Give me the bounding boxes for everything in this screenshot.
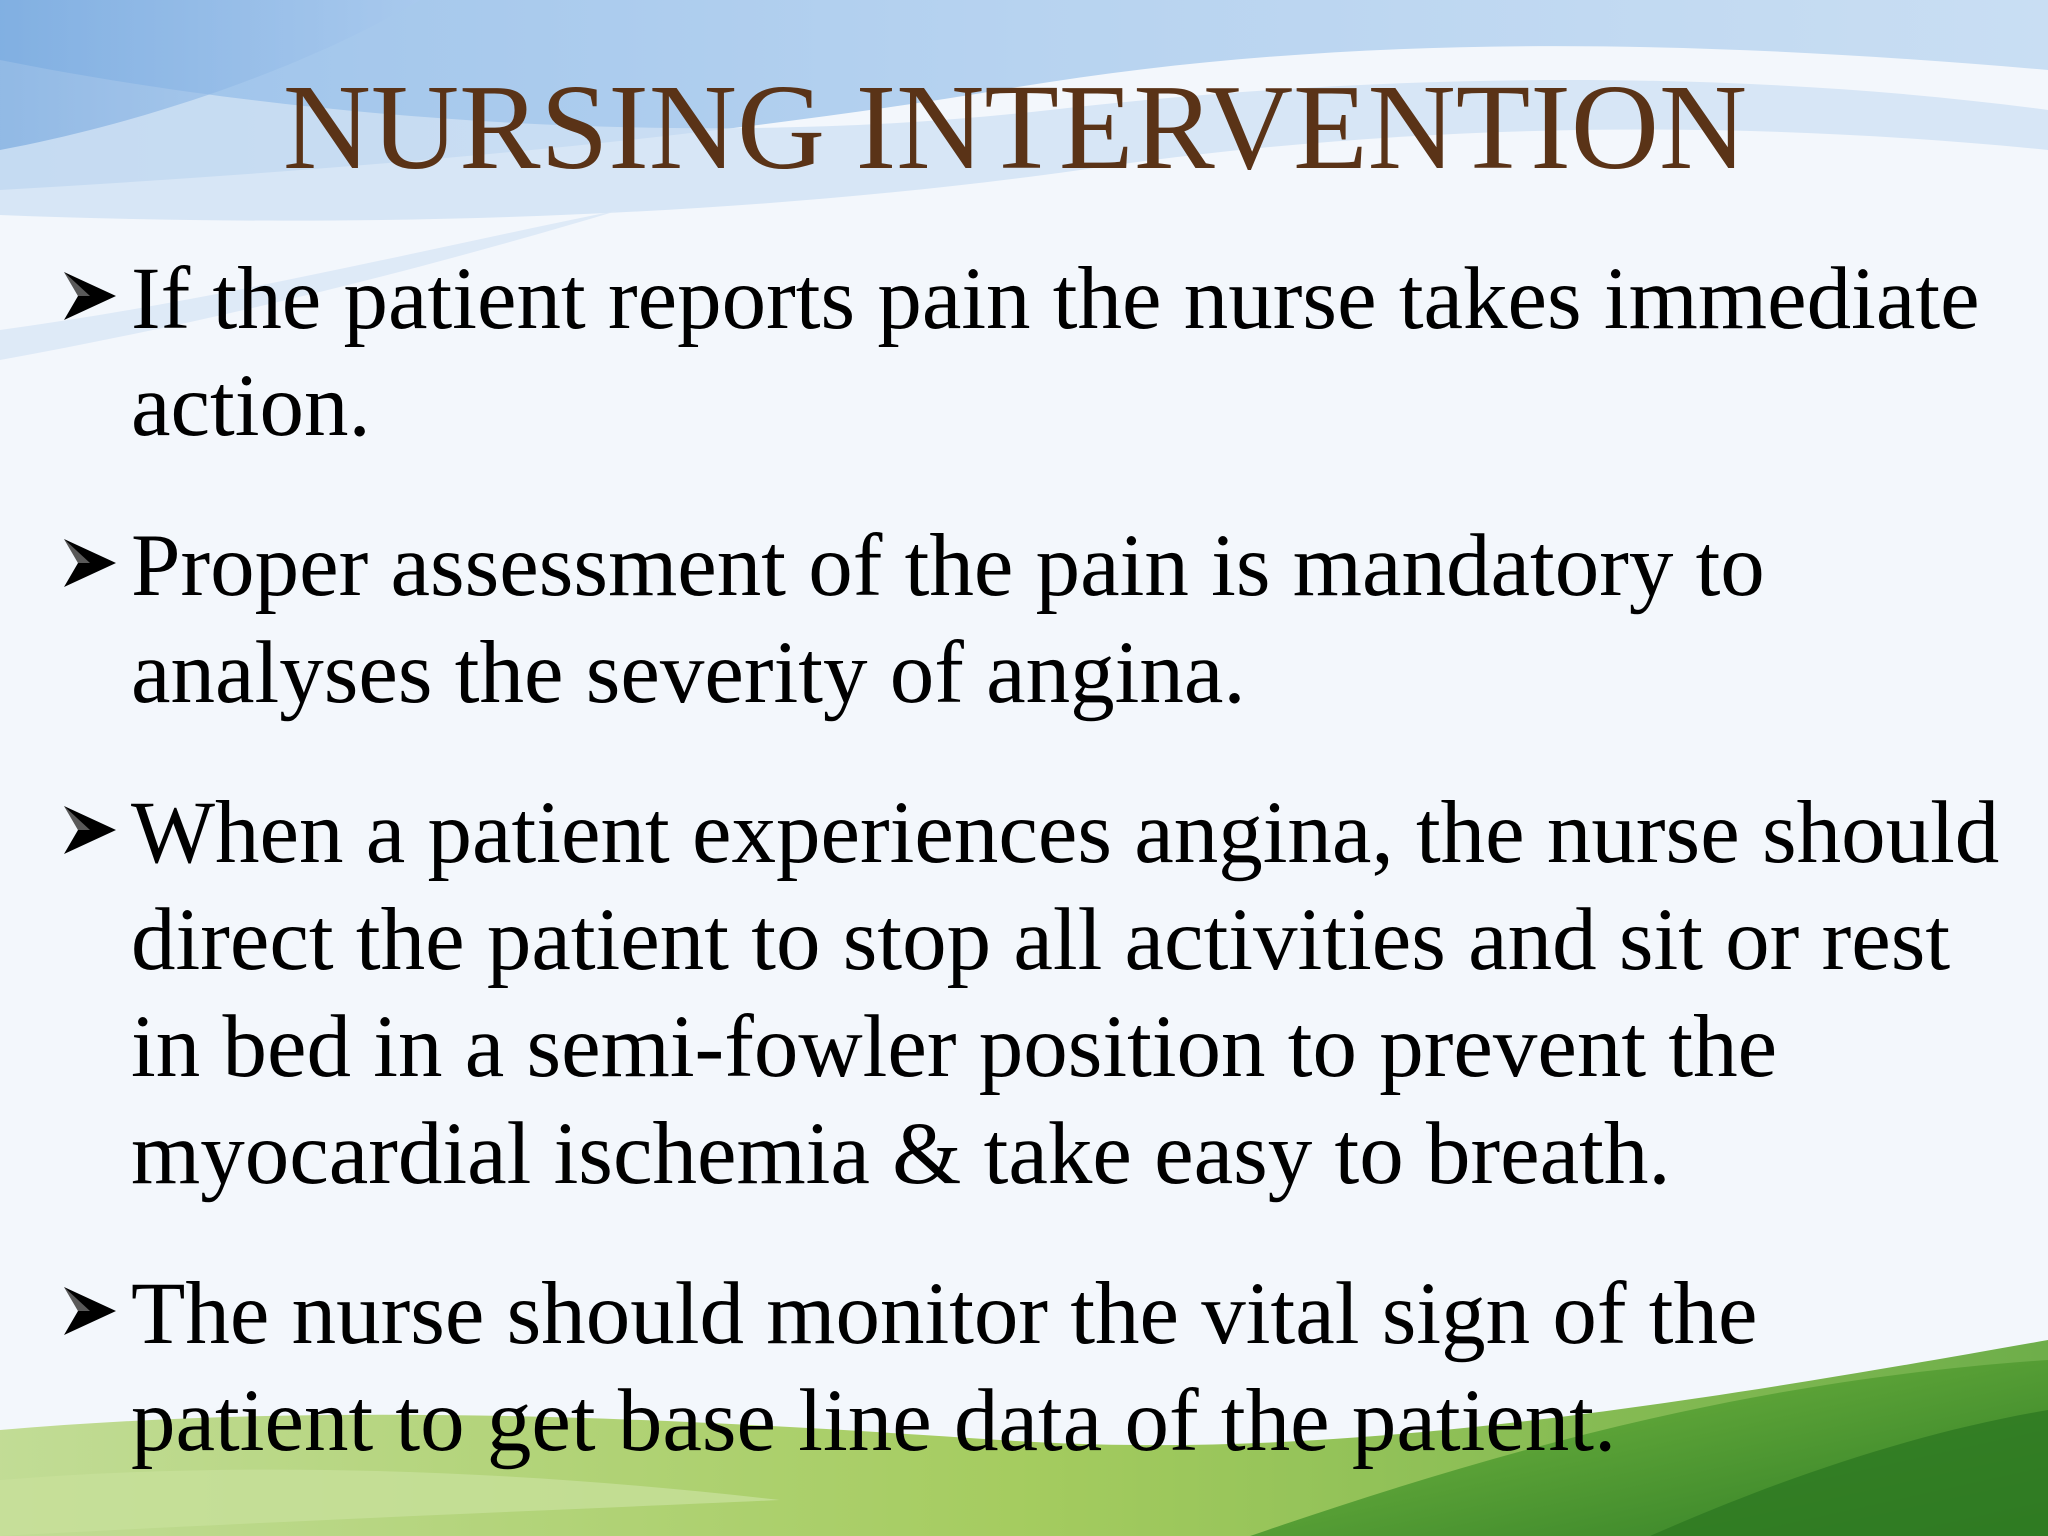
arrowhead-bullet-icon [60, 800, 120, 860]
arrowhead-bullet-icon [60, 266, 120, 326]
bullet-item [56, 1261, 2016, 1475]
bullet-text: If the patient reports pain the nurse takes immediate action. [131, 250, 1980, 455]
bullet-text: The nurse should monitor the vital sign of the patient to get base line data of the patient. [131, 1265, 1758, 1470]
arrowhead-bullet-icon [60, 533, 120, 593]
bullet-text: Proper assessment of the pain is mandatory to analyses the severity of angina. [131, 517, 1765, 722]
bullet-item [56, 246, 2016, 460]
bullet-list [56, 246, 2016, 1528]
bullet-item [56, 513, 2016, 727]
bullet-text: When a patient experiences angina, the nurse should direct the patient to stop all activities and sit or rest in bed in a semi-fowler position to prevent the myocardial ischemia & take easy to breath. [131, 784, 2000, 1203]
slide-title: NURSING INTERVENTION [282, 60, 1748, 195]
bullet-item [56, 780, 2016, 1208]
arrowhead-bullet-icon [60, 1281, 120, 1341]
